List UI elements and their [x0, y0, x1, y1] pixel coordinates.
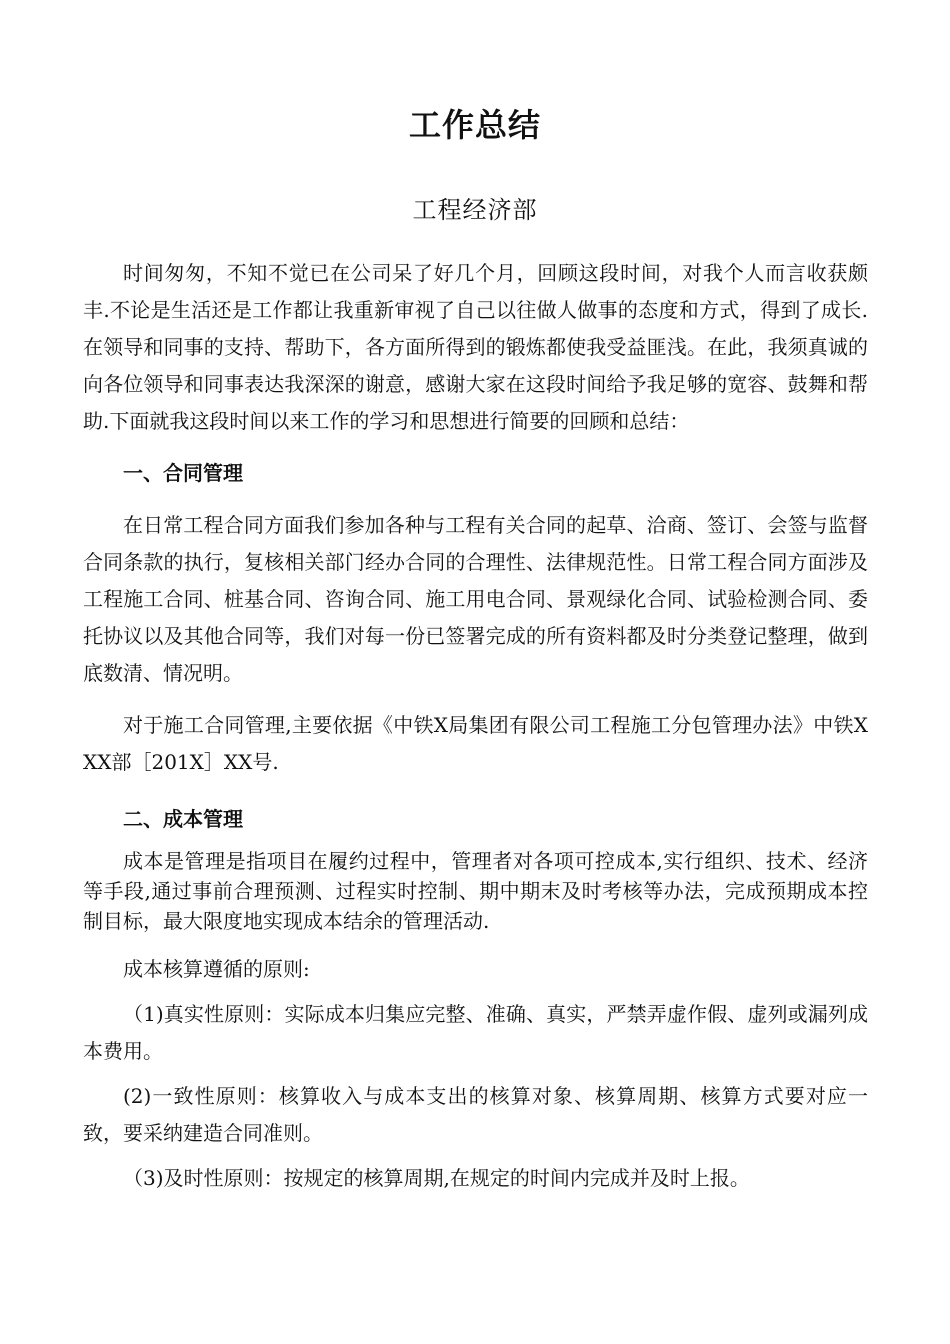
document-body: [83, 255, 868, 1197]
contract-paragraph-2: 对于施工合同管理,主要依据《中铁X局集团有限公司工程施工分包管理办法》中铁XXX部［201X］XX号.: [83, 713, 868, 774]
principle-item-2: (2)一致性原则：核算收入与成本支出的核算对象、核算周期、核算方式要对应一致，要采纳建造合同准则。: [83, 1084, 868, 1145]
document-title: 工作总结: [408, 106, 541, 144]
cost-paragraph-1: 成本是管理是指项目在履约过程中，管理者对各项可控成本,实行组织、技术、经济等手段,通过事前合理预测、过程实时控制、期中期末及时考核等办法，完成预期成本控制目标，最大限度地实现成本结余的管理活动.: [83, 849, 868, 933]
section-heading-cost: 二、成本管理: [123, 807, 243, 831]
intro-paragraph: 时间匆匆，不知不觉已在公司呆了好几个月，回顾这段时间，对我个人而言收获颇丰.不论是生活还是工作都让我重新审视了自己以往做人做事的态度和方式，得到了成长.在领导和同事的支持、帮助下，各方面所得到的锻炼都使我受益匪浅。在此，我须真诚的向各位领导和同事表达我深深的谢意，感谢大家在这段时间给予我足够的宽容、鼓舞和帮助.下面就我这段时间以来工作的学习和思想进行简要的回顾和总结：: [83, 261, 868, 433]
cost-principles-intro: 成本核算遵循的原则:: [123, 957, 310, 981]
principle-item-3: （3)及时性原则：按规定的核算周期,在规定的时间内完成并及时上报。: [123, 1166, 750, 1190]
document-subtitle: 工程经济部: [412, 196, 538, 224]
contract-paragraph-1: 在日常工程合同方面我们参加各种与工程有关合同的起草、洽商、签订、会签与监督合同条款的执行，复核相关部门经办合同的合理性、法律规范性。日常工程合同方面涉及工程施工合同、桩基合同、咨询合同、施工用电合同、景观绿化合同、试验检测合同、委托协议以及其他合同等，我们对每一份已签署完成的所有资料都及时分类登记整理，做到底数清、情况明。: [83, 513, 868, 685]
principle-item-1: （1)真实性原则：实际成本归集应完整、准确、真实，严禁弄虚作假、虚列或漏列成本费用。: [83, 1002, 868, 1063]
section-heading-contract: 一、合同管理: [123, 461, 243, 485]
